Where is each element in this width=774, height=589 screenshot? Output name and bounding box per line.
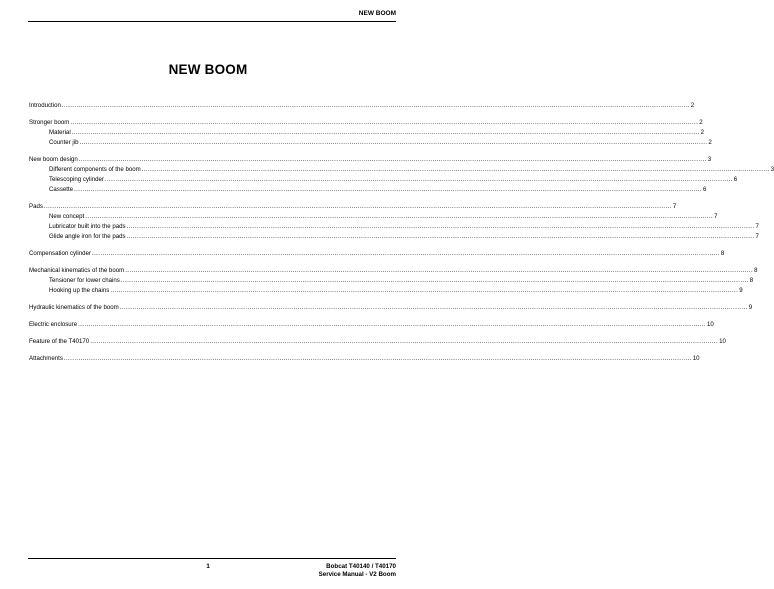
toc-entry-label: Tensioner for lower chains: [49, 277, 120, 284]
toc-group: [29, 354, 700, 364]
toc-group: [29, 266, 758, 296]
toc-entry-page: 8: [720, 250, 725, 257]
toc-subentry[interactable]: [29, 222, 759, 232]
toc-entry[interactable]: [29, 155, 712, 165]
toc-group: [29, 303, 753, 313]
toc-entry-page: 6: [733, 176, 738, 183]
toc-entry-page: 2: [708, 139, 712, 146]
toc-entry-page: 8: [754, 267, 758, 274]
toc-dot-leader: ............................................................................................................................................................................................................................................................................................................: [119, 304, 748, 311]
toc-dot-leader: ............................................................................................................................................................................................................................................................................................................: [126, 233, 755, 240]
toc-entry-page: 2: [690, 102, 695, 109]
toc-entry[interactable]: [29, 266, 758, 276]
toc-dot-leader: ............................................................................................................................................................................................................................................................................................................: [78, 321, 707, 328]
toc-entry-page: 10: [707, 321, 714, 328]
toc-dot-leader: ............................................................................................................................................................................................................................................................................................................: [70, 119, 699, 126]
toc-dot-leader: ............................................................................................................................................................................................................................................................................................................: [120, 277, 749, 284]
toc-entry-label: Electric enclosure: [29, 321, 78, 328]
table-of-contents: [29, 101, 774, 371]
toc-dot-leader: ............................................................................................................................................................................................................................................................................................................: [90, 338, 719, 345]
toc-entry-label: Attachments: [29, 355, 63, 362]
toc-dot-leader: ............................................................................................................................................................................................................................................................................................................: [61, 102, 690, 109]
toc-entry-page: 10: [719, 338, 726, 345]
toc-group: [29, 101, 695, 111]
toc-entry-label: Counter jib: [49, 139, 79, 146]
footer-product-model: Bobcat T40140 / T40170: [326, 563, 396, 570]
toc-entry-label: Hydraulic kinematics of the boom: [29, 304, 119, 311]
toc-entry[interactable]: [29, 320, 714, 330]
toc-entry-label: New boom design: [29, 156, 78, 163]
toc-entry-label: Glide angle iron for the pads: [49, 233, 126, 240]
toc-subentry[interactable]: [29, 286, 743, 296]
toc-entry-label: Pads: [29, 203, 43, 210]
toc-entry-page: 7: [755, 233, 759, 240]
toc-dot-leader: ............................................................................................................................................................................................................................................................................................................: [78, 156, 707, 163]
toc-entry-label: Feature of the T40170: [29, 338, 90, 345]
toc-entry[interactable]: [29, 354, 700, 364]
toc-entry-label: Lubricator built into the pads: [49, 223, 126, 230]
toc-entry-page: 7: [755, 223, 759, 230]
toc-entry-label: Different components of the boom: [49, 166, 141, 173]
toc-dot-leader: ............................................................................................................................................................................................................................................................................................................: [63, 355, 692, 362]
toc-group: [29, 337, 726, 347]
toc-entry-page: 7: [714, 213, 718, 220]
toc-entry[interactable]: [29, 337, 726, 347]
toc-dot-leader: ............................................................................................................................................................................................................................................................................................................: [141, 166, 770, 173]
toc-subentry[interactable]: [29, 138, 712, 148]
toc-entry-page: 6: [702, 186, 707, 193]
toc-entry-page: 9: [748, 304, 753, 311]
toc-entry-label: Telescoping cylinder: [49, 176, 104, 183]
toc-subentry[interactable]: [29, 212, 718, 222]
toc-group: [29, 249, 725, 259]
toc-subentry[interactable]: [29, 175, 738, 185]
toc-dot-leader: ............................................................................................................................................................................................................................................................................................................: [125, 267, 754, 274]
page-title: NEW BOOM: [168, 62, 248, 77]
toc-entry-label: Material: [49, 129, 71, 136]
toc-group: [29, 118, 712, 148]
footer-product-manual: Service Manual - V2 Boom: [318, 571, 396, 578]
toc-entry-page: 9: [739, 287, 743, 294]
toc-entry-page: 7: [672, 203, 677, 210]
footer-product-info: [319, 563, 396, 579]
toc-group: [29, 320, 714, 330]
toc-dot-leader: ............................................................................................................................................................................................................................................................................................................: [92, 250, 720, 257]
toc-entry-label: Compensation cylinder: [29, 250, 91, 257]
toc-dot-leader: ............................................................................................................................................................................................................................................................................................................: [43, 203, 672, 210]
toc-subentry[interactable]: [29, 232, 759, 242]
toc-dot-leader: ............................................................................................................................................................................................................................................................................................................: [71, 129, 700, 136]
toc-entry[interactable]: [29, 118, 703, 128]
toc-entry-page: 2: [699, 119, 703, 126]
footer-divider: [28, 558, 396, 559]
footer-page-number: 1: [206, 563, 210, 570]
toc-group: [29, 155, 774, 195]
toc-entry-page: 2: [700, 129, 704, 136]
toc-entry[interactable]: [29, 101, 695, 111]
toc-dot-leader: ............................................................................................................................................................................................................................................................................................................: [79, 139, 708, 146]
toc-entry-page: 10: [692, 355, 700, 362]
toc-group: [29, 202, 759, 242]
toc-entry-label: New concept: [49, 213, 85, 220]
toc-entry[interactable]: [29, 303, 753, 313]
toc-entry-label: Cassette: [49, 186, 74, 193]
running-header: NEW BOOM: [28, 8, 396, 22]
toc-subentry[interactable]: [29, 276, 754, 286]
toc-dot-leader: ............................................................................................................................................................................................................................................................................................................: [85, 213, 714, 220]
toc-dot-leader: ............................................................................................................................................................................................................................................................................................................: [110, 287, 739, 294]
toc-dot-leader: ............................................................................................................................................................................................................................................................................................................: [126, 223, 755, 230]
toc-dot-leader: ............................................................................................................................................................................................................................................................................................................: [74, 186, 702, 193]
toc-entry-page: 8: [749, 277, 754, 284]
toc-entry-label: Stronger boom: [29, 119, 70, 126]
toc-entry-label: Hooking up the chains: [49, 287, 110, 294]
toc-entry-label: Mechanical kinematics of the boom: [29, 267, 125, 274]
toc-subentry[interactable]: [29, 165, 774, 175]
toc-entry[interactable]: [29, 249, 725, 259]
toc-dot-leader: ............................................................................................................................................................................................................................................................................................................: [104, 176, 733, 183]
toc-entry[interactable]: [29, 202, 677, 212]
toc-subentry[interactable]: [29, 185, 707, 195]
toc-subentry[interactable]: [29, 128, 704, 138]
toc-entry-page: 3: [770, 166, 774, 173]
toc-entry-page: 3: [707, 156, 712, 163]
toc-entry-label: Introduction: [29, 102, 61, 109]
